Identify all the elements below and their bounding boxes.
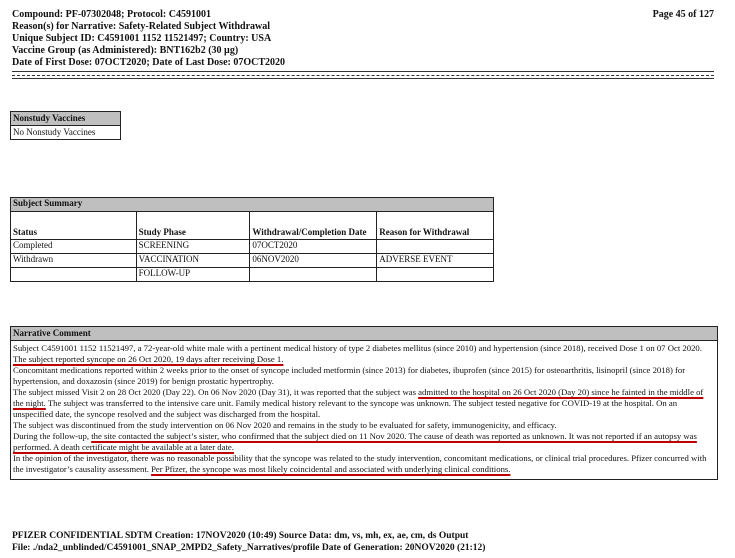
- narrative-comment-caption: Narrative Comment: [11, 327, 717, 341]
- column-header-withdrawal-date: Withdrawal/Completion Date: [250, 212, 377, 240]
- header-divider-bottom: [12, 78, 714, 79]
- narrative-paragraph: [13, 431, 715, 453]
- narrative-text: Subject C4591001 1152 11521497, a 72-year-old white male with a pertinent medical history of type 2 diabetes mellitus (since 2010) and hypertension (since 2018), received Dose 1 on 07 Oct 2020.: [13, 343, 702, 353]
- table-row: [11, 268, 494, 282]
- table-row: [11, 254, 494, 268]
- highlighted-text: The subject reported syncope on 26 Oct 2020, 19 days after receiving Dose 1.: [13, 354, 284, 364]
- table-cell: Completed: [11, 240, 137, 254]
- narrative-text: During the follow-up,: [13, 431, 92, 441]
- compound-protocol-line: Compound: PF-07302048; Protocol: C4591001: [12, 9, 211, 20]
- header-divider-dashed: [12, 75, 714, 76]
- highlighted-text: admitted to the hospital on 26 Oct 2020 (Day 20) since he fainted in the middle of the night.: [13, 387, 704, 408]
- narrative-comment-body: [11, 341, 717, 479]
- column-header-withdrawal-reason: Reason for Withdrawal: [377, 212, 494, 240]
- narrative-paragraph: Concomitant medications reported within 2 weeks prior to the onset of syncope included metformin (since 2013) for diabetes, ibuprofen (since 2015) for osteoarthritis, lisinopril (since 2018) for hypertension, and doxazosin (since 2019) for benign prostatic hypertrophy.: [13, 365, 686, 386]
- table-cell: FOLLOW-UP: [136, 268, 250, 282]
- subject-id-line: Unique Subject ID: C4591001 1152 11521497; Country: USA: [12, 33, 272, 44]
- table-cell: VACCINATION: [136, 254, 250, 268]
- narrative-text: In the opinion of the investigator, there was no reasonable possibility that the syncope was related to the study intervention, concomitant medications, or clinical trial procedures. Pfizer concurred with the investigator’s causality assessment.: [13, 453, 707, 474]
- nonstudy-vaccines-table: [10, 111, 121, 140]
- footer-file-line: File: ./nda2_unblinded/C4591001_SNAP_2MPD2_Safety_Narratives/profile Date of Generation: 20NOV2020 (21:12): [12, 543, 486, 553]
- dose-dates-line: Date of First Dose: 07OCT2020; Date of Last Dose: 07OCT2020: [12, 57, 286, 68]
- highlighted-text: the site contacted the subject’s sister, who confirmed that the subject died on 11 Nov 2020. The cause of death was reported as unknown. It was not reported if an autopsy was performed. A death certificate might be available at a later date.: [13, 431, 697, 452]
- narrative-text: The subject missed Visit 2 on 28 Oct 2020 (Day 22). On 06 Nov 2020 (Day 31), it was reported that the subject was: [13, 387, 419, 397]
- nonstudy-vaccines-value: No Nonstudy Vaccines: [11, 126, 121, 140]
- highlighted-text: Per Pfizer, the syncope was most likely coincidental and associated with underlying clinical conditions.: [151, 464, 511, 474]
- narrative-paragraph: [13, 343, 715, 365]
- table-cell: [11, 268, 137, 282]
- table-row: [11, 240, 494, 254]
- table-cell: [377, 240, 494, 254]
- subject-summary-table: [10, 197, 494, 282]
- table-cell: Withdrawn: [11, 254, 137, 268]
- nonstudy-vaccines-caption: Nonstudy Vaccines: [11, 112, 121, 126]
- footer-confidential-line: PFIZER CONFIDENTIAL SDTM Creation: 17NOV2020 (10:49) Source Data: dm, vs, mh, ex, ae, cm, ds Output: [12, 531, 469, 541]
- table-cell: SCREENING: [136, 240, 250, 254]
- narrative-text: The subject was transferred to the intensive care unit. Family medical history relevant to the syncope was unknown. The subject tested negative for COVID-19 at the hospital. On an unspecified date, the syncope resolved and the subject was discharged from the hospital.: [13, 398, 678, 419]
- column-header-study-phase: Study Phase: [136, 212, 250, 240]
- header-divider-top: [12, 71, 714, 72]
- table-cell: 07OCT2020: [250, 240, 377, 254]
- narrative-paragraph: [13, 453, 715, 475]
- narrative-reason-line: Reason(s) for Narrative: Safety-Related Subject Withdrawal: [12, 21, 271, 32]
- table-cell: [377, 268, 494, 282]
- page-number: Page 45 of 127: [652, 9, 714, 20]
- narrative-paragraph: The subject was discontinued from the study intervention on 06 Nov 2020 and remains in the study to be evaluated for safety, immunogenicity, and efficacy.: [13, 420, 557, 430]
- vaccine-group-line: Vaccine Group (as Administered): BNT162b2 (30 µg): [12, 45, 239, 56]
- column-header-status: Status: [11, 212, 137, 240]
- table-cell: [250, 268, 377, 282]
- table-cell: 06NOV2020: [250, 254, 377, 268]
- table-cell: ADVERSE EVENT: [377, 254, 494, 268]
- subject-summary-caption: Subject Summary: [11, 198, 494, 212]
- narrative-paragraph: [13, 387, 715, 420]
- narrative-comment-box: [10, 326, 718, 480]
